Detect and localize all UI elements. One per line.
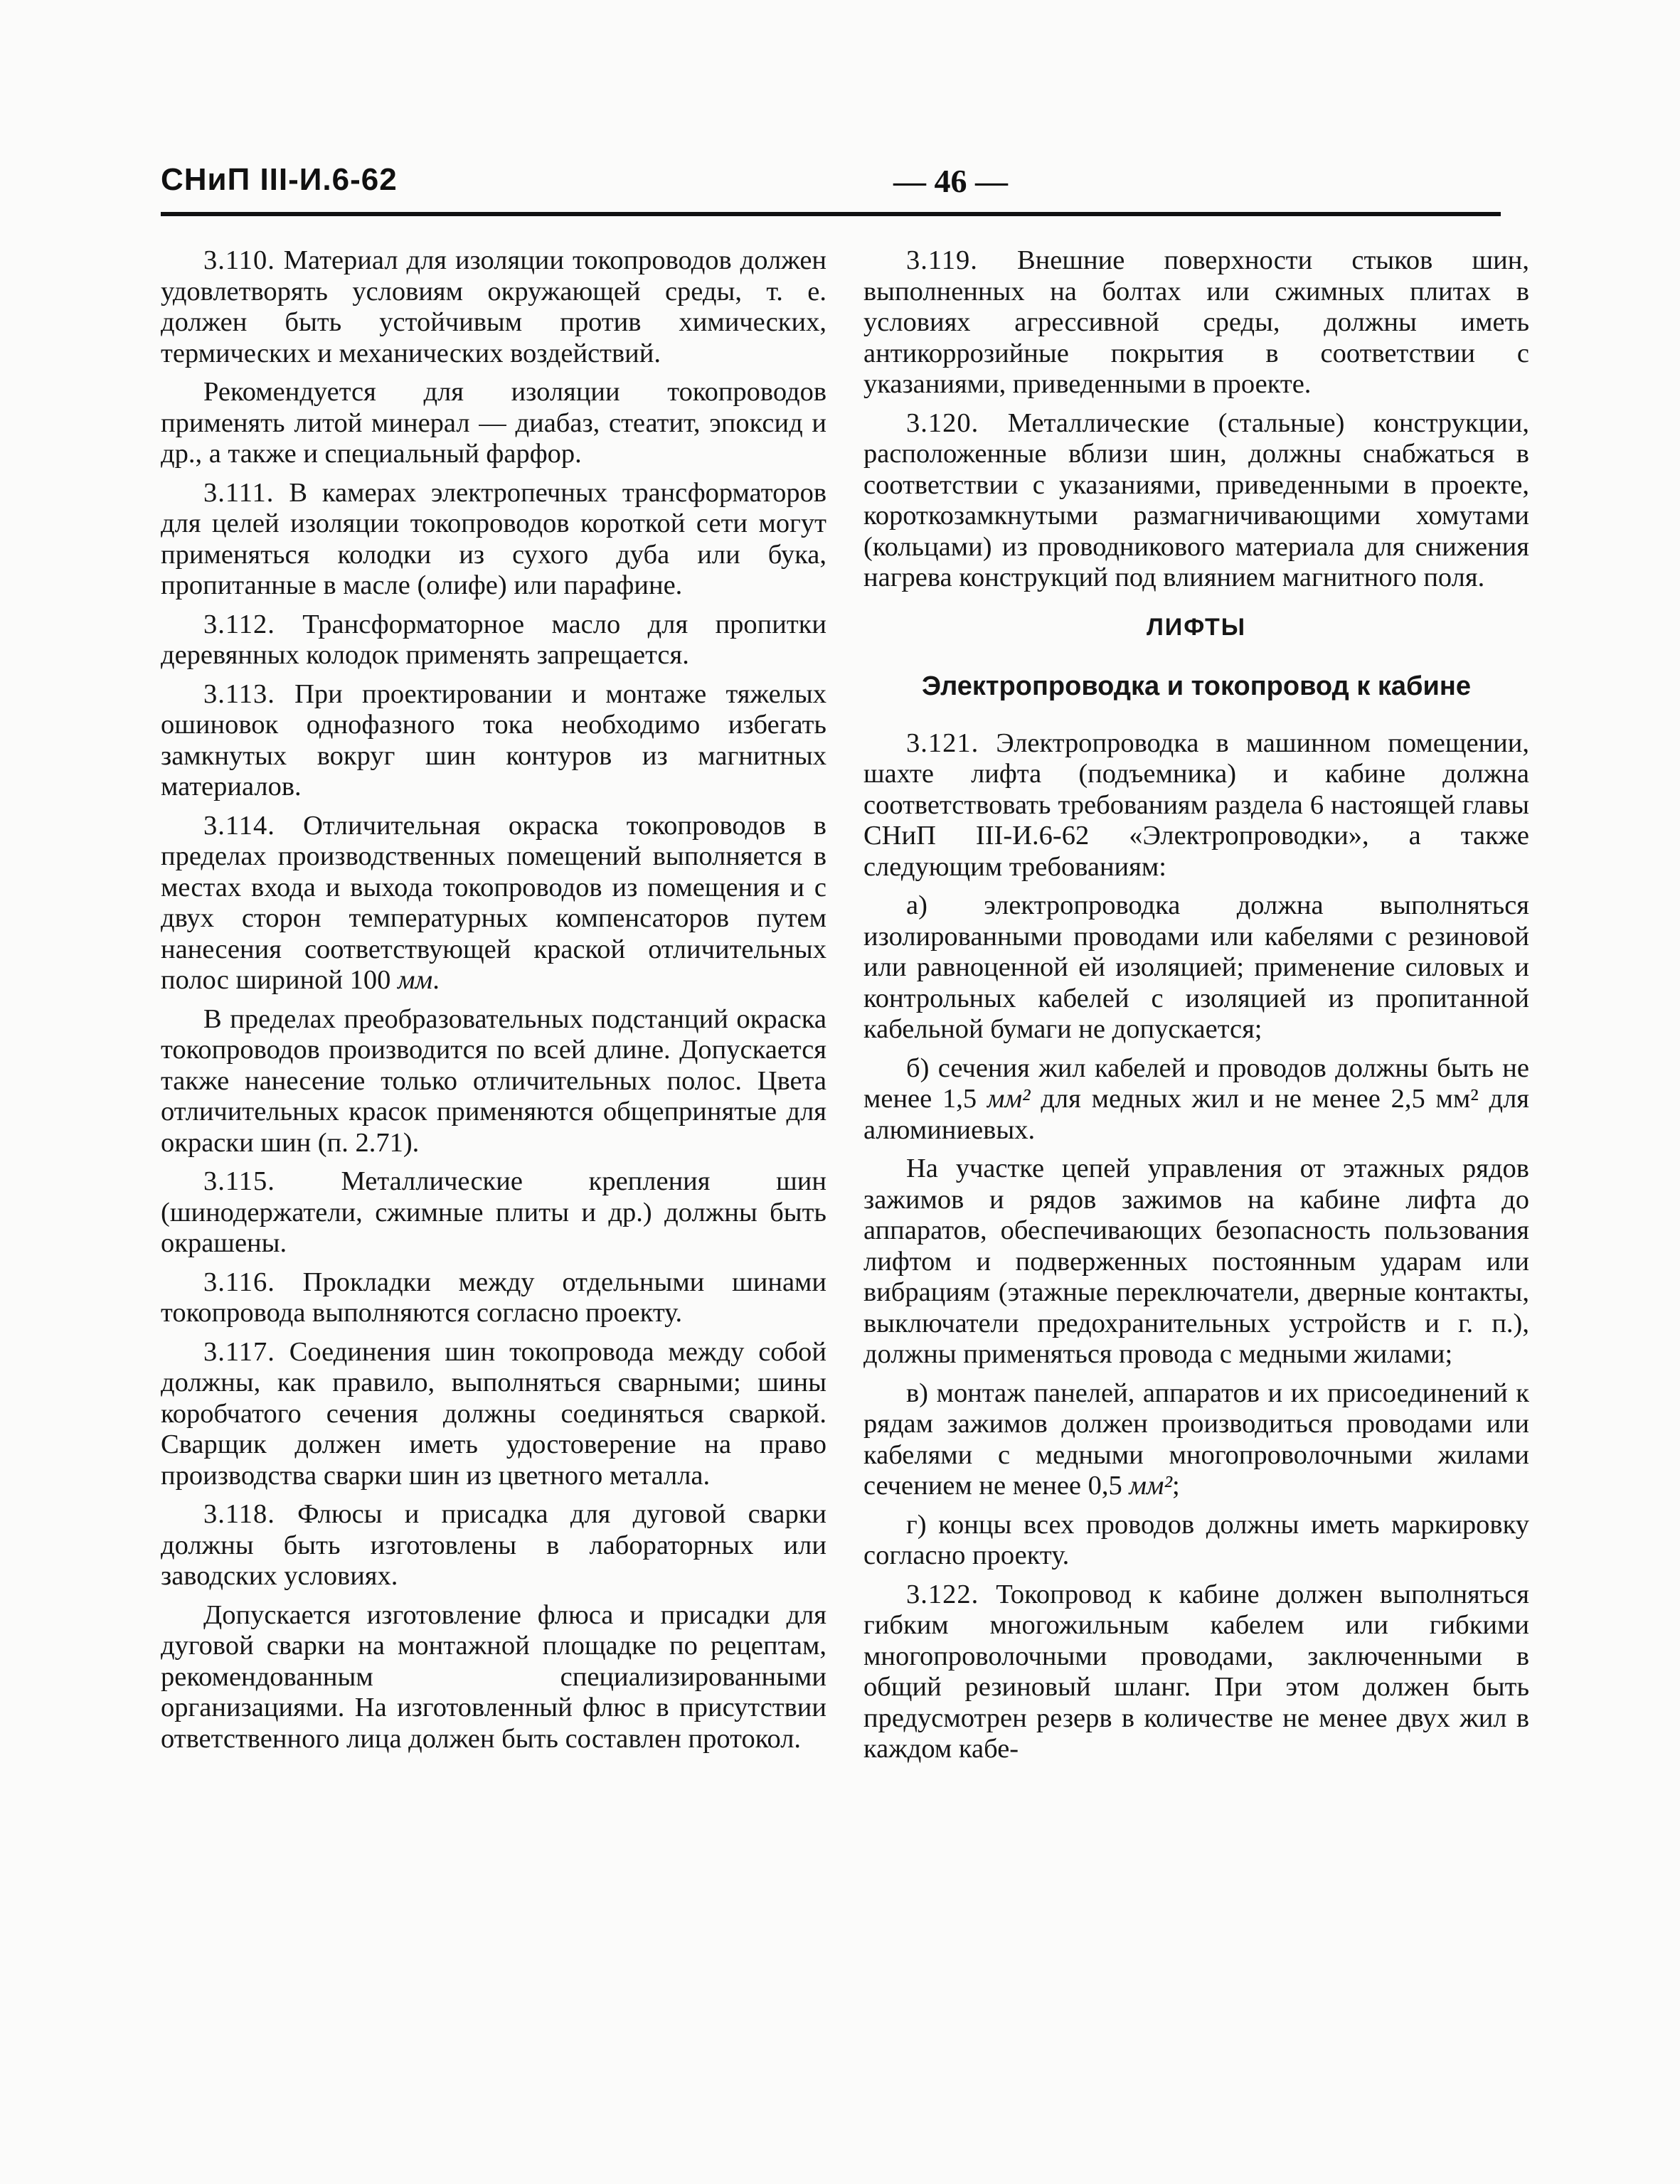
- paragraph: Допускается изготовление флюса и присадки для дуговой сварки на монтажной площадке по рецептам, рекомендованным специализированными организациями. На изготовленный флюс в присутствии ответственного лица должен быть составлен протокол.: [161, 1599, 826, 1754]
- section-title: ЛИФТЫ: [1146, 613, 1247, 641]
- list-item-v: в) монтаж панелей, аппаратов и их присоединений к рядам зажимов должен производиться проводами или кабелями с медными многопроволочными жилами сечением не менее 0,5 мм²;: [863, 1378, 1529, 1501]
- list-item-b: б) сечения жил кабелей и проводов должны быть не менее 1,5 мм² для медных жил и не менее 2,5 мм² для алюминиевых.: [863, 1053, 1530, 1145]
- running-header: [161, 162, 1501, 205]
- right-column: [863, 245, 1529, 1773]
- list-item-a: а) электропроводка должна выполняться изолированными проводами или кабелями с резиновой или равноценной ей изоляцией; применение силовых и контрольных кабелей с изоляцией из пропитанной кабельной бумаги не допускается;: [863, 890, 1529, 1044]
- paragraph-3-120: 3.120. Металлические (стальные) конструкции, расположенные вблизи шин, должны снабжаться в соответствии с указаниями, приведенными в проекте, короткозамкнутыми размагничивающими хомутами (кольцами) из проводникового материала для снижения нагрева конструкций под влиянием магнитного поля.: [863, 407, 1530, 592]
- unit-label: мм: [398, 965, 433, 995]
- paragraph-3-118: 3.118. Флюсы и присадка для дуговой сварки должны быть изготовлены в лабораторных или заводских условиях.: [161, 1499, 827, 1591]
- page-number: — 46 —: [893, 163, 1008, 199]
- list-item-g: г) концы всех проводов должны иметь маркировку согласно проекту.: [863, 1509, 1529, 1570]
- paragraph-3-114: 3.114. Отличительная окраска токопроводов в пределах производственных помещений выполняется в местах входа и выхода токопроводов из помещения и с двух сторон температурных компенсаторов путем нанесения соответствующей краской отличительных полос шириной 100 мм.: [161, 810, 826, 995]
- paragraph-3-112: 3.112. Трансформаторное масло для пропитки деревянных колодок применять запрещается.: [161, 609, 827, 670]
- paragraph-3-115: 3.115. Металлические крепления шин (шинодержатели, сжимные плиты и др.) должны быть окрашены.: [161, 1166, 826, 1258]
- paragraph-3-110: 3.110. Материал для изоляции токопроводов должен удовлетворять условиям окружающей среды, т. е. должен быть устойчивым против химических, термических и механических воздействий.: [161, 245, 827, 368]
- paragraph-3-116: 3.116. Прокладки между отдельными шинами токопровода выполняются согласно проекту.: [161, 1267, 827, 1328]
- unit-label: мм²: [1129, 1471, 1173, 1501]
- header-rule: [161, 212, 1501, 216]
- paragraph: На участке цепей управления от этажных рядов зажимов и рядов зажимов на кабине лифта до аппаратов, обеспечивающих безопасность пользования лифтом и подверженных постоянным ударам или вибрациям (этажные переключатели, дверные контакты, выключатели предохранительных устройств и г. п.), должны применяться провода с медными жилами;: [863, 1154, 1529, 1369]
- subsection-title: Электропроводка и токопровод к кабине: [922, 671, 1471, 701]
- paragraph-3-113: 3.113. При проектировании и монтаже тяжелых ошиновок однофазного тока необходимо избегать замкнутых вокруг шин контуров из магнитных материалов.: [161, 678, 827, 801]
- paragraph-3-111: 3.111. В камерах электропечных трансформаторов для целей изоляции токопроводов короткой сети могут применяться колодки из сухого дуба или бука, пропитанные в масле (олифе) или парафине.: [161, 477, 826, 600]
- paragraph-3-121: 3.121. Электропроводка в машинном помещении, шахте лифта (подъемника) и кабине должна соответствовать требованиям раздела 6 настоящей главы СНиП III-И.6-62 «Электропроводки», а также следующим требованиям:: [863, 728, 1530, 882]
- unit-label: мм²: [987, 1084, 1031, 1114]
- paragraph-3-119: 3.119. Внешние поверхности стыков шин, выполненных на болтах или сжимных плитах в условиях агрессивной среды, должны иметь антикоррозийные покрытия в соответствии с указаниями, приведенными в проекте.: [863, 245, 1529, 399]
- left-column: [161, 245, 826, 1762]
- paragraph-3-122: 3.122. Токопровод к кабине должен выполняться гибким многожильным кабелем или гибкими многопроволочными проводами, заключенными в общий резиновый шланг. При этом должен быть предусмотрен резерв в количестве не менее двух жил в каждом кабе-: [863, 1579, 1530, 1764]
- paragraph: В пределах преобразовательных подстанций окраска токопроводов производится по всей длине. Допускается также нанесение только отличительных полос. Цвета отличительных красок применяются общепринятые для окраски шин (п. 2.71).: [161, 1003, 826, 1158]
- paragraph-3-117: 3.117. Соединения шин токопровода между собой должны, как правило, выполняться сварными; шины коробчатого сечения должны соединяться сваркой. Сварщик должен иметь удостоверение на право производства сварки шин из цветного металла.: [161, 1336, 826, 1491]
- document-code: СНиП III-И.6-62: [161, 162, 398, 197]
- paragraph: Рекомендуется для изоляции токопроводов применять литой минерал — диабаз, стеатит, эпоксид и др., а также и специальный фарфор.: [161, 377, 826, 469]
